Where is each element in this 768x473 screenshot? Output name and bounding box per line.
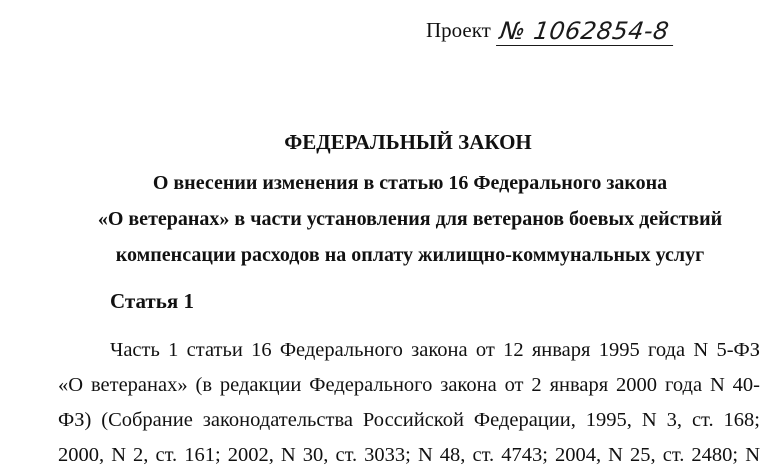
project-label: Проект: [426, 18, 491, 42]
law-subtitle: [60, 165, 760, 273]
law-title: ФЕДЕРАЛЬНЫЙ ЗАКОН: [284, 130, 532, 154]
article-heading: Статья 1: [110, 289, 194, 313]
subtitle-line: О внесении изменения в статью 16 Федерального закона: [152, 172, 668, 194]
project-number-handwritten: № 1062854-8: [496, 17, 677, 46]
body-line: ФЗ) (Собрание законодательства Российской Федерации, 1995, N 3, ст. 168;: [58, 409, 760, 431]
subtitle-line: компенсации расходов на оплату жилищно-коммунальных услуг: [115, 244, 705, 266]
project-stamp: [426, 14, 673, 48]
body-line: Часть 1 статьи 16 Федерального закона от 12 января 1995 года N 5-ФЗ: [110, 339, 760, 361]
article-body: [58, 333, 760, 473]
subtitle-line: «О ветеранах» в части установления для ветеранов боевых действий: [97, 208, 723, 230]
body-line: «О ветеранах» (в редакции Федерального закона от 2 января 2000 года N 40-: [58, 374, 760, 396]
body-line: 2000, N 2, ст. 161; 2002, N 30, ст. 3033; N 48, ст. 4743; 2004, N 25, ст. 2480; N: [58, 444, 760, 466]
